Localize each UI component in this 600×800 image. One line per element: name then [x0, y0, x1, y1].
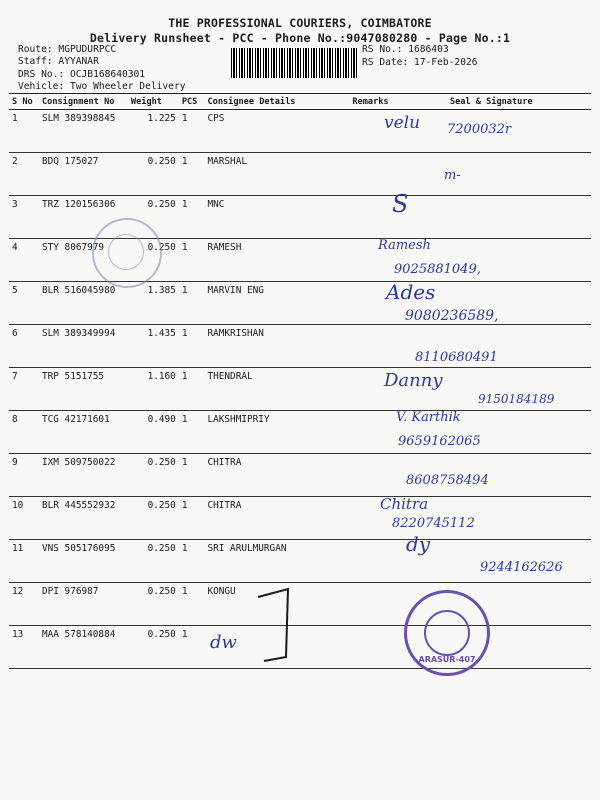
table-row	[9, 153, 591, 196]
handwritten-name-8: V. Karthik	[396, 410, 461, 425]
row-sno: 11	[9, 540, 39, 583]
handwritten-phone-3: 9080236589,	[405, 308, 499, 324]
runsheet-subtitle: Delivery Runsheet - PCC - Phone No.:9047080280 - Page No.:1	[89, 31, 511, 45]
row-weight: 0.250	[128, 540, 179, 583]
row-pcs: 1	[179, 454, 205, 497]
col-consignee: Consignee Details	[204, 94, 349, 110]
row-remarks	[349, 454, 391, 497]
row-consignment: BLR 516045980	[39, 282, 128, 325]
row-weight: 0.250	[128, 196, 179, 239]
row-sno: 6	[9, 325, 39, 368]
table-row	[9, 626, 591, 669]
row-consignee: LAKSHMIPRIY	[204, 411, 349, 454]
table-row	[9, 583, 591, 626]
signature-5: Ades	[386, 280, 436, 304]
row-pcs: 1	[179, 110, 205, 153]
row-consignment: BDQ 175027	[39, 153, 128, 196]
row-pcs: 1	[179, 626, 205, 669]
row-sno: 12	[9, 583, 39, 626]
col-sno: S No	[9, 94, 39, 110]
row-pcs: 1	[179, 325, 205, 368]
row-consignee: CHITRA	[204, 497, 349, 540]
row-remarks	[349, 540, 391, 583]
row-consignment: MAA 578140884	[39, 626, 128, 669]
row-consignee: CPS	[204, 110, 349, 153]
row-consignee: CHITRA	[204, 454, 349, 497]
row-weight: 1.160	[128, 368, 179, 411]
signature-13: dw	[210, 632, 237, 653]
row-consignee: KONGU	[204, 583, 349, 626]
signature-2: m-	[444, 168, 461, 183]
row-seal	[392, 196, 591, 239]
row-weight: 1.385	[128, 282, 179, 325]
row-pcs: 1	[179, 583, 205, 626]
row-remarks	[349, 153, 391, 196]
row-consignment: STY 8067979	[39, 239, 128, 282]
barcode	[231, 48, 357, 78]
row-seal	[392, 153, 591, 196]
drs-label: DRS No.: OCJB168640301	[18, 69, 146, 80]
handwritten-phone-8: 8220745112	[392, 516, 475, 531]
table-row	[9, 411, 591, 454]
rs-number: RS No.: 1686403	[362, 44, 449, 55]
row-consignee: RAMESH	[204, 239, 349, 282]
row-pcs: 1	[179, 196, 205, 239]
row-consignee: MARSHAL	[204, 153, 349, 196]
handwritten-phone-5: 9150184189	[478, 392, 555, 406]
handwritten-phone-7: 8608758494	[406, 473, 489, 488]
row-consignee: MNC	[204, 196, 349, 239]
row-consignment: DPI 976987	[39, 583, 128, 626]
handwritten-phone-2: 9025881049,	[394, 262, 481, 277]
runsheet-table	[9, 93, 591, 669]
row-consignment: SLM 389349994	[39, 325, 128, 368]
row-sno: 10	[9, 497, 39, 540]
row-sno: 5	[9, 282, 39, 325]
row-remarks	[349, 411, 391, 454]
row-pcs: 1	[179, 497, 205, 540]
row-pcs: 1	[179, 411, 205, 454]
seal-text: ARASUR-407	[418, 655, 476, 664]
handwritten-phone-4: 8110680491	[415, 350, 498, 365]
col-pcs: PCS	[179, 94, 205, 110]
table-row	[9, 282, 591, 325]
row-sno: 4	[9, 239, 39, 282]
row-weight: 1.225	[128, 110, 179, 153]
row-sno: 7	[9, 368, 39, 411]
row-weight: 0.250	[128, 626, 179, 669]
signature-bracket	[250, 585, 300, 670]
row-consignee: THENDRAL	[204, 368, 349, 411]
row-weight: 0.250	[128, 583, 179, 626]
handwritten-name-ramesh: Ramesh	[378, 238, 431, 253]
row-sno: 1	[9, 110, 39, 153]
signature-velu: velu	[384, 113, 421, 133]
col-seal: Seal & Signature	[392, 94, 591, 110]
row-weight: 0.250	[128, 454, 179, 497]
table-row	[9, 454, 591, 497]
signature-3: S	[392, 190, 409, 218]
row-sno: 13	[9, 626, 39, 669]
table-row	[9, 325, 591, 368]
row-remarks	[349, 583, 391, 626]
row-sno: 3	[9, 196, 39, 239]
company-seal	[404, 590, 490, 676]
handwritten-phone-9: 9244162626	[480, 560, 563, 575]
row-weight: 0.490	[128, 411, 179, 454]
table-header	[9, 94, 591, 110]
row-remarks	[349, 626, 391, 669]
row-sno: 9	[9, 454, 39, 497]
row-pcs: 1	[179, 540, 205, 583]
row-weight: 0.250	[128, 239, 179, 282]
handwritten-name-chitra: Chitra	[380, 495, 429, 513]
staff-label: Staff: AYYANAR	[18, 56, 99, 67]
row-pcs: 1	[179, 239, 205, 282]
row-pcs: 1	[179, 368, 205, 411]
table-row	[9, 497, 591, 540]
company-title: THE PROFESSIONAL COURIERS, COIMBATORE	[168, 16, 432, 30]
row-consignee: RAMKRISHAN	[204, 325, 349, 368]
rs-date: RS Date: 17-Feb-2026	[362, 57, 478, 68]
row-pcs: 1	[179, 282, 205, 325]
row-weight: 0.250	[128, 497, 179, 540]
row-remarks	[349, 196, 391, 239]
handwritten-phone-6: 9659162065	[398, 434, 481, 449]
row-consignment: TRP 5151755	[39, 368, 128, 411]
signature-7: Danny	[384, 370, 443, 391]
handwritten-phone-1: 7200032r	[447, 122, 512, 137]
row-weight: 1.435	[128, 325, 179, 368]
row-consignment: TRZ 120156306	[39, 196, 128, 239]
route-label: Route: MGPUDURPCC	[18, 44, 117, 55]
row-sno: 8	[9, 411, 39, 454]
col-consignment: Consignment No	[39, 94, 128, 110]
row-consignee: MARVIN ENG	[204, 282, 349, 325]
row-sno: 2	[9, 153, 39, 196]
row-consignment: BLR 445552932	[39, 497, 128, 540]
col-weight: Weight	[128, 94, 179, 110]
row-consignment: IXM 509750022	[39, 454, 128, 497]
signature-11: dy	[406, 532, 431, 556]
row-consignee: SRI ARULMURGAN	[204, 540, 349, 583]
row-weight: 0.250	[128, 153, 179, 196]
row-remarks	[349, 325, 391, 368]
col-remarks: Remarks	[349, 94, 391, 110]
table-row	[9, 196, 591, 239]
row-consignment: TCG 42171601	[39, 411, 128, 454]
faded-stamp	[92, 218, 162, 288]
row-pcs: 1	[179, 153, 205, 196]
vehicle-label: Vehicle: Two Wheeler Delivery	[18, 81, 186, 92]
row-consignment: VNS 505176095	[39, 540, 128, 583]
row-consignment: SLM 389398845	[39, 110, 128, 153]
